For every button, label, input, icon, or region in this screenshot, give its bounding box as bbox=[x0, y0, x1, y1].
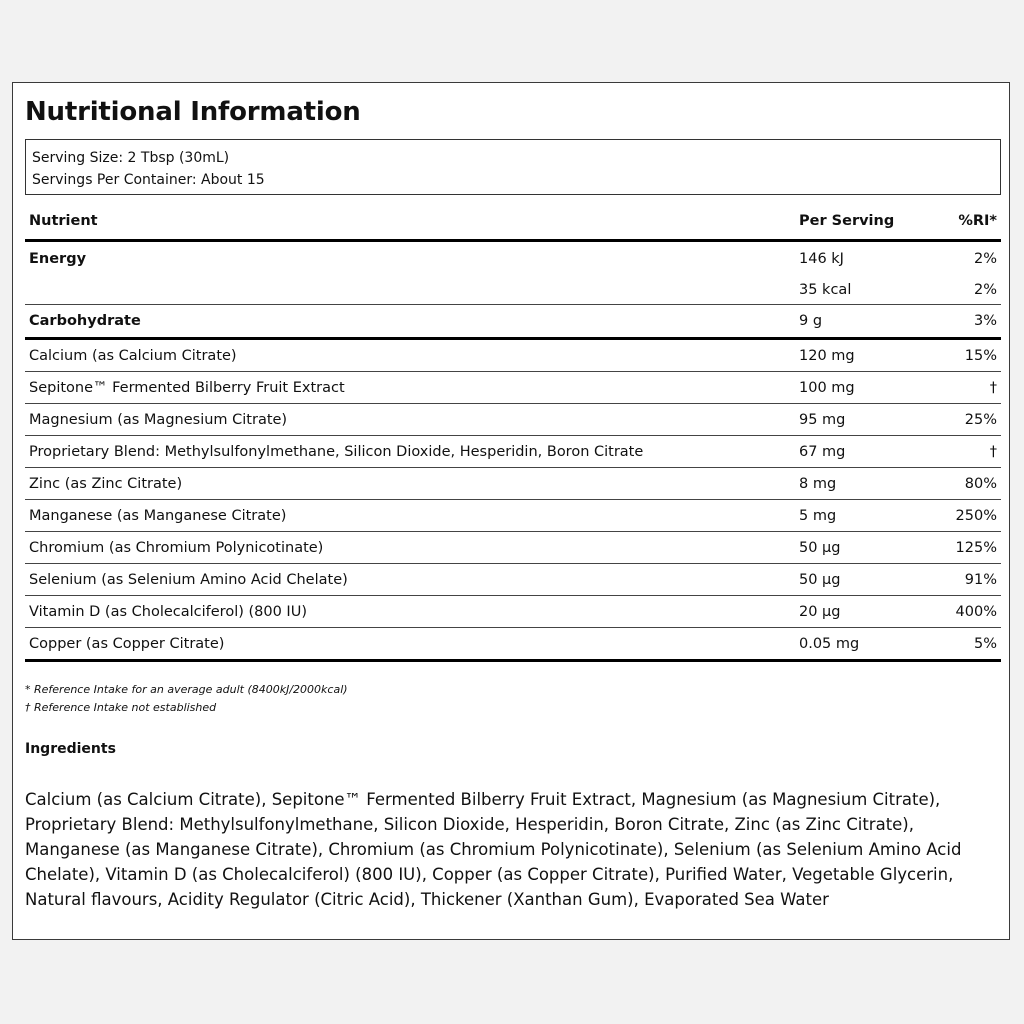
nutrient-amount: 35 kcal bbox=[795, 276, 923, 305]
table-row bbox=[25, 564, 1001, 596]
nutrient-name: Energy bbox=[29, 251, 87, 267]
table-row-energy-kcal bbox=[25, 276, 1001, 305]
footnote-dagger: † Reference Intake not established bbox=[25, 701, 217, 714]
nutrient-name: Chromium (as Chromium Polynicotinate) bbox=[25, 532, 795, 564]
nutrient-ri: 3% bbox=[923, 305, 1001, 339]
nutrient-ri: 250% bbox=[923, 500, 1001, 532]
nutrition-panel bbox=[12, 82, 1010, 940]
table-row-carbohydrate bbox=[25, 305, 1001, 339]
nutrient-ri: 25% bbox=[923, 404, 1001, 436]
page-title: Nutritional Information bbox=[25, 97, 361, 127]
footnote-ri: * Reference Intake for an average adult (8400kJ/2000kcal) bbox=[25, 683, 348, 696]
table-row bbox=[25, 532, 1001, 564]
nutrient-ri: 5% bbox=[923, 628, 1001, 661]
servings-per-container: Servings Per Container: About 15 bbox=[32, 172, 265, 188]
serving-size: Serving Size: 2 Tbsp (30mL) bbox=[32, 150, 230, 166]
nutrient-name: Carbohydrate bbox=[25, 305, 795, 339]
nutrient-name: Manganese (as Manganese Citrate) bbox=[25, 500, 795, 532]
serving-info-box bbox=[25, 139, 1001, 195]
table-row bbox=[25, 596, 1001, 628]
table-row bbox=[25, 404, 1001, 436]
nutrient-amount: 8 mg bbox=[795, 468, 923, 500]
table-row bbox=[25, 339, 1001, 372]
nutrient-amount: 67 mg bbox=[795, 436, 923, 468]
nutrient-amount: 95 mg bbox=[795, 404, 923, 436]
nutrient-name: Zinc (as Zinc Citrate) bbox=[25, 468, 795, 500]
nutrient-name-empty bbox=[25, 276, 795, 305]
nutrient-name: Vitamin D (as Cholecalciferol) (800 IU) bbox=[25, 596, 795, 628]
nutrient-ri: † bbox=[923, 372, 1001, 404]
nutrient-amount: 9 g bbox=[795, 305, 923, 339]
nutrient-name: Sepitone™ Fermented Bilberry Fruit Extract bbox=[25, 372, 795, 404]
ingredients-heading: Ingredients bbox=[25, 741, 116, 757]
nutrient-ri: † bbox=[923, 436, 1001, 468]
nutrient-ri: 125% bbox=[923, 532, 1001, 564]
ingredients-text: Calcium (as Calcium Citrate), Sepitone™ Fermented Bilberry Fruit Extract, Magnesium (as Magnesium Citrate), Proprietary Blend: Methylsulfonylmethane, Silicon Dioxide, Hesperidin, Boron Citrate, Zinc (as Zinc Citrate), Manganese (as Manganese Citrate), Chromium (as Chromium Polynicotinate), Selenium (as Selenium Amino Acid Chelate), Vitamin D (as Cholecalciferol) (800 IU), Copper (as Copper Citrate), Purified Water, Vegetable Glycerin, Natural flavours, Acidity Regulator (Citric Acid), Thickener (Xanthan Gum), Evaporated Sea Water bbox=[25, 790, 962, 909]
table-row bbox=[25, 436, 1001, 468]
nutrient-amount: 0.05 mg bbox=[795, 628, 923, 661]
nutrient-ri: 80% bbox=[923, 468, 1001, 500]
table-header-row bbox=[25, 203, 1001, 241]
table-row bbox=[25, 372, 1001, 404]
nutrient-ri: 2% bbox=[973, 251, 997, 267]
nutrient-name: Selenium (as Selenium Amino Acid Chelate) bbox=[25, 564, 795, 596]
table-row bbox=[25, 628, 1001, 661]
nutrient-amount: 20 µg bbox=[795, 596, 923, 628]
nutrient-amount: 50 µg bbox=[795, 532, 923, 564]
header-ri: %RI* bbox=[923, 203, 1001, 241]
nutrient-ri: 400% bbox=[923, 596, 1001, 628]
nutrient-amount: 146 kJ bbox=[799, 251, 844, 267]
nutrient-amount: 100 mg bbox=[795, 372, 923, 404]
footnotes bbox=[25, 681, 348, 717]
table-row bbox=[25, 468, 1001, 500]
nutrient-name: Copper (as Copper Citrate) bbox=[25, 628, 795, 661]
nutrition-table bbox=[25, 203, 1001, 662]
table-row bbox=[25, 500, 1001, 532]
header-per-serving: Per Serving bbox=[795, 203, 923, 241]
nutrient-amount: 50 µg bbox=[795, 564, 923, 596]
header-nutrient: Nutrient bbox=[25, 203, 795, 241]
nutrient-ri: 2% bbox=[923, 276, 1001, 305]
nutrient-name: Calcium (as Calcium Citrate) bbox=[25, 339, 795, 372]
nutrient-name: Magnesium (as Magnesium Citrate) bbox=[25, 404, 795, 436]
nutrient-amount: 120 mg bbox=[795, 339, 923, 372]
nutrient-name: Proprietary Blend: Methylsulfonylmethane, Silicon Dioxide, Hesperidin, Boron Citrate bbox=[25, 436, 795, 468]
nutrient-ri: 15% bbox=[923, 339, 1001, 372]
nutrient-ri: 91% bbox=[923, 564, 1001, 596]
nutrient-amount: 5 mg bbox=[795, 500, 923, 532]
table-row-energy-kj bbox=[25, 241, 1001, 277]
